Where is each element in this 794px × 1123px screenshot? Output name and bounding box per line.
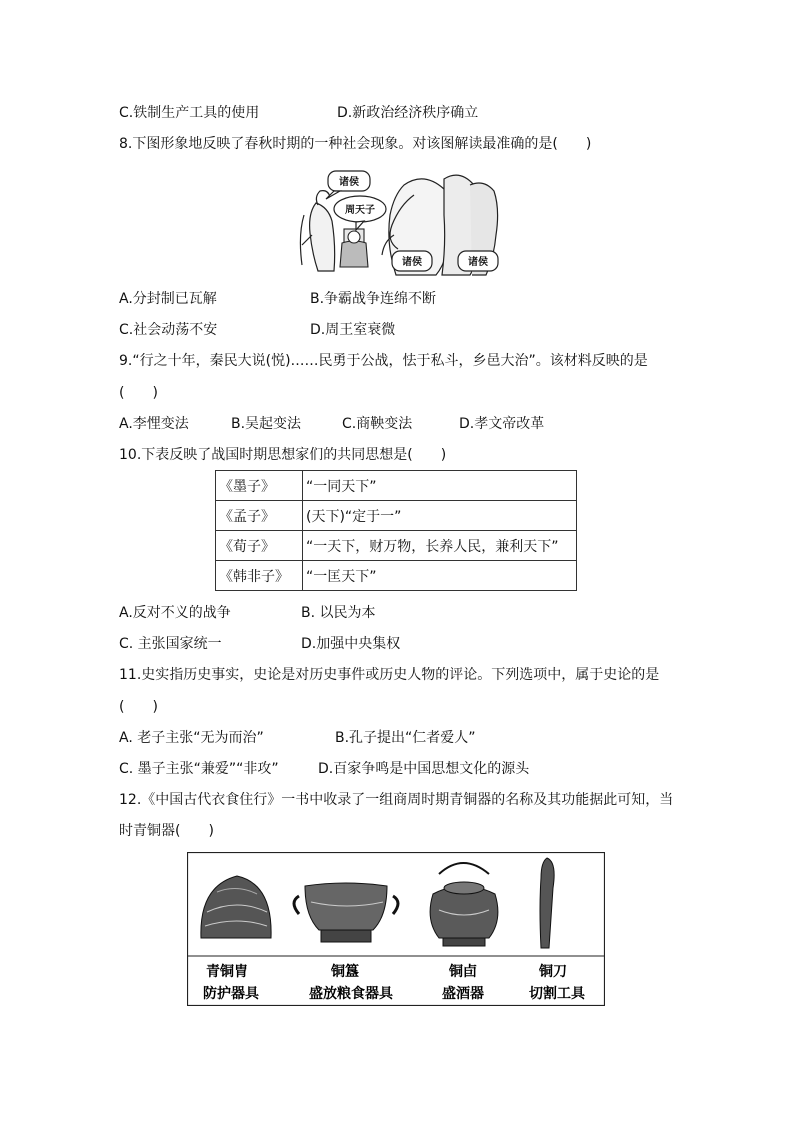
table-cell-source: 《韩非子》 (216, 561, 303, 591)
q10-table (215, 470, 577, 591)
q9-paren: ( ) (119, 385, 158, 401)
q8-cartoon-image (294, 165, 506, 277)
q7-option-d: D.新政治经济秩序确立 (337, 105, 479, 121)
q9-option-a: A.李悝变法 (119, 416, 189, 432)
bronze-function-3: 盛酒器 (442, 986, 484, 1002)
q8-option-c: C.社会动荡不安 (119, 322, 218, 338)
bronze-name-4: 铜刀 (539, 964, 567, 980)
q11-option-b: B.孔子提出“仁者爱人” (335, 730, 476, 746)
table-cell-source: 《墨子》 (216, 471, 303, 501)
table-row (216, 561, 577, 591)
table-row (216, 471, 577, 501)
q7-option-c: C.铁制生产工具的使用 (119, 105, 260, 121)
q8-option-d: D.周王室衰微 (310, 322, 396, 338)
q10-option-a: A.反对不义的战争 (119, 605, 231, 621)
q11-option-c: C. 墨子主张“兼爱”“非攻” (119, 761, 279, 777)
q10-option-d: D.加强中央集权 (301, 636, 401, 652)
bronze-function-4: 切割工具 (529, 986, 585, 1002)
bronze-function-2: 盛放粮食器具 (309, 986, 393, 1002)
q10-option-c: C. 主张国家统一 (119, 636, 222, 652)
table-row (216, 501, 577, 531)
q12-stem-line2: 时青铜器( ) (119, 823, 214, 839)
q9-option-d: D.孝文帝改革 (459, 416, 545, 432)
q12-stem-line1: 12.《中国古代衣食住行》一书中收录了一组商周时期青铜器的名称及其功能据此可知，当 (119, 792, 674, 808)
cartoon-label-4: 诸侯 (468, 257, 488, 268)
q8-option-a: A.分封制已瓦解 (119, 291, 217, 307)
table-cell-source: 《孟子》 (216, 501, 303, 531)
q9-stem: 9.“行之十年，秦民大说(悦)……民勇于公战，怯于私斗，乡邑大治”。该材料反映的是 (119, 353, 648, 369)
q8-option-b: B.争霸战争连绵不断 (310, 291, 437, 307)
bronze-name-1: 青铜胄 (206, 964, 248, 980)
table-cell-quote: “一同天下” (303, 471, 577, 501)
q12-bronze-image (187, 852, 605, 1006)
q8-stem: 8.下图形象地反映了春秋时期的一种社会现象。对该图解读最准确的是( ) (119, 136, 592, 152)
q9-option-c: C.商鞅变法 (342, 416, 413, 432)
bronze-name-3: 铜卣 (449, 964, 477, 980)
table-cell-quote: “一匡天下” (303, 561, 577, 591)
q11-paren: ( ) (119, 699, 158, 715)
q11-stem: 11.史实指历史事实，史论是对历史事件或历史人物的评论。下列选项中，属于史论的是 (119, 667, 660, 683)
cartoon-label-1: 诸侯 (339, 177, 359, 188)
q10-stem: 10.下表反映了战国时期思想家们的共同思想是( ) (119, 447, 447, 463)
cartoon-label-3: 诸侯 (402, 257, 422, 268)
table-cell-quote: (天下)“定于一” (303, 501, 577, 531)
q11-option-a: A. 老子主张“无为而治” (119, 730, 264, 746)
bronze-name-2: 铜簋 (331, 964, 359, 980)
cartoon-label-2: 周天子 (345, 205, 375, 216)
q10-option-b: B. 以民为本 (301, 605, 376, 621)
table-cell-quote: “一天下，财万物，长养人民，兼利天下” (303, 531, 577, 561)
table-row (216, 531, 577, 561)
q11-option-d: D.百家争鸣是中国思想文化的源头 (318, 761, 530, 777)
bronze-function-1: 防护器具 (203, 986, 259, 1002)
table-cell-source: 《荀子》 (216, 531, 303, 561)
q9-option-b: B.吴起变法 (231, 416, 302, 432)
